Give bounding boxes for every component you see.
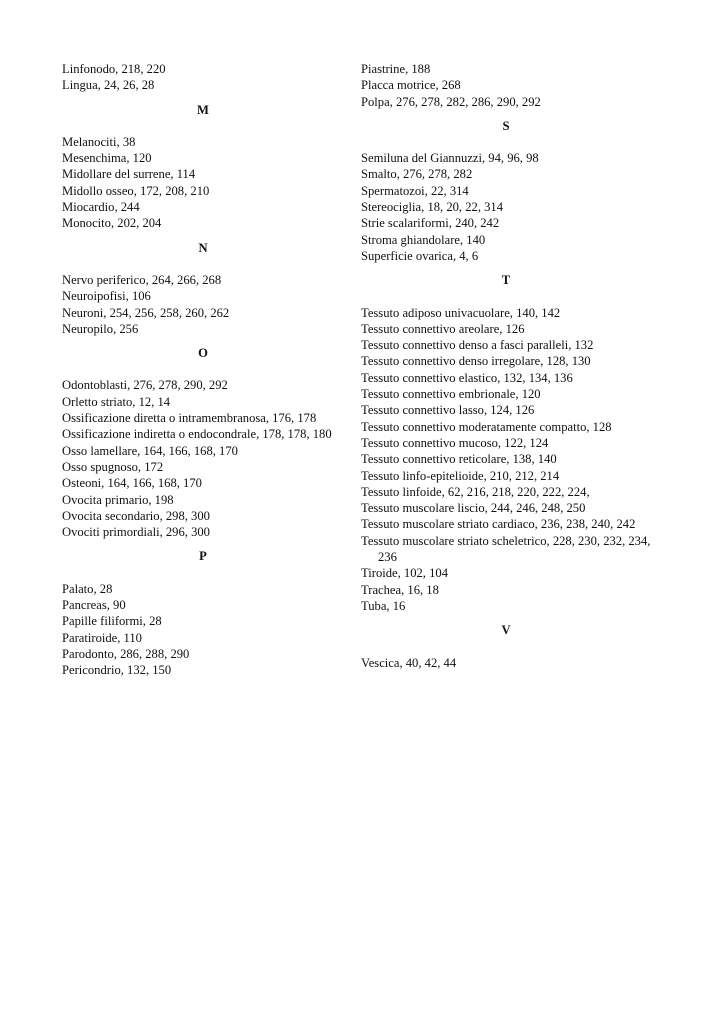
index-entry: Tessuto muscolare striato cardiaco, 236, 238, 240, 242	[361, 517, 636, 532]
index-entry: Odontoblasti, 276, 278, 290, 292	[62, 378, 228, 393]
index-entry: Semiluna del Giannuzzi, 94, 96, 98	[361, 151, 539, 166]
index-entry: Vescica, 40, 42, 44	[361, 655, 457, 670]
index-entry: Tessuto connettivo denso a fasci paralleli, 132	[361, 338, 594, 353]
index-entry: Melanociti, 38	[62, 134, 136, 149]
index-entry: Placca motrice, 268	[361, 78, 461, 93]
index-entry: Linfonodo, 218, 220	[62, 62, 166, 76]
index-entry: Tessuto muscolare striato scheletrico, 228, 230, 232, 234, 236	[361, 533, 651, 565]
index-entry: Miocardio, 244	[62, 200, 140, 215]
index-entry: Monocito, 202, 204	[62, 216, 162, 231]
index-entry: Nervo periferico, 264, 266, 268	[62, 272, 222, 287]
index-letter-heading: P	[199, 549, 207, 564]
index-entry: Neuroipofisi, 106	[62, 289, 151, 304]
index-entry: Pericondrio, 132, 150	[62, 663, 172, 678]
index-entry: Trachea, 16, 18	[361, 582, 439, 597]
index-column-left	[62, 61, 344, 679]
index-entry: Piastrine, 188	[361, 62, 431, 76]
index-entry: Tessuto connettivo embrionale, 120	[361, 387, 541, 402]
index-entry: Neuroni, 254, 256, 258, 260, 262	[62, 305, 230, 320]
index-entry: Strie scalariformi, 240, 242	[361, 216, 500, 231]
index-entry: Tiroide, 102, 104	[361, 566, 448, 581]
index-entry: Osteoni, 164, 166, 168, 170	[62, 476, 202, 491]
index-entry: Tessuto adiposo univacuolare, 140, 142	[361, 305, 561, 320]
index-entry: Ovocita primario, 198	[62, 492, 174, 507]
index-entry: Tessuto linfo-epitelioide, 210, 212, 214	[361, 468, 560, 483]
index-letter-heading: N	[198, 240, 208, 255]
index-entry: Ossificazione diretta o intramembranosa, 176, 178	[62, 411, 317, 426]
index-entry: Tessuto connettivo denso irregolare, 128, 130	[361, 354, 591, 369]
index-entry: Spermatozoi, 22, 314	[361, 183, 469, 198]
index-entry: Midollare del surrene, 114	[62, 167, 196, 182]
index-entry: Parodonto, 286, 288, 290	[62, 646, 190, 661]
index-letter-heading: T	[501, 273, 511, 288]
index-entry: Palato, 28	[62, 581, 113, 596]
index-entry: Midollo osseo, 172, 208, 210	[62, 183, 210, 198]
index-entry: Papille filiformi, 28	[62, 614, 162, 629]
index-column-right	[361, 61, 651, 671]
index-letter-heading: M	[197, 102, 209, 117]
index-entry: Stroma ghiandolare, 140	[361, 232, 486, 247]
index-entry: Tessuto linfoide, 62, 216, 218, 220, 222, 224,	[361, 484, 590, 499]
index-entry: Superficie ovarica, 4, 6	[361, 248, 479, 263]
index-entry: Stereociglia, 18, 20, 22, 314	[361, 200, 504, 215]
index-entry: Tessuto connettivo mucoso, 122, 124	[361, 435, 549, 450]
index-entry: Tessuto connettivo elastico, 132, 134, 136	[361, 370, 573, 385]
index-letter-heading: S	[502, 118, 510, 133]
index-entry: Smalto, 276, 278, 282	[361, 167, 473, 182]
index-entry: Mesenchima, 120	[62, 151, 152, 166]
index-entry: Lingua, 24, 26, 28	[62, 78, 155, 93]
index-letter-heading: O	[198, 346, 208, 361]
index-entry: Polpa, 276, 278, 282, 286, 290, 292	[361, 94, 541, 109]
index-entry: Ovociti primordiali, 296, 300	[62, 525, 210, 540]
index-entry: Tessuto muscolare liscio, 244, 246, 248, 250	[361, 501, 586, 516]
index-entry: Ovocita secondario, 298, 300	[62, 508, 210, 523]
index-entry: Tessuto connettivo reticolare, 138, 140	[361, 452, 557, 467]
index-entry: Pancreas, 90	[62, 598, 126, 613]
index-entry: Osso lamellare, 164, 166, 168, 170	[62, 443, 238, 458]
index-entry: Tessuto connettivo lasso, 124, 126	[361, 403, 535, 418]
index-letter-heading: V	[501, 623, 511, 638]
index-entry: Tuba, 16	[361, 598, 406, 613]
index-entry: Neuropilo, 256	[62, 321, 139, 336]
index-entry: Orletto striato, 12, 14	[62, 394, 171, 409]
index-entry: Tessuto connettivo moderatamente compatto, 128	[361, 419, 612, 434]
index-entry: Ossificazione indiretta o endocondrale, 178, 178, 180	[62, 427, 332, 442]
index-entry: Paratiroide, 110	[62, 630, 142, 645]
index-entry: Tessuto connettivo areolare, 126	[361, 321, 525, 336]
index-entry: Osso spugnoso, 172	[62, 459, 164, 474]
